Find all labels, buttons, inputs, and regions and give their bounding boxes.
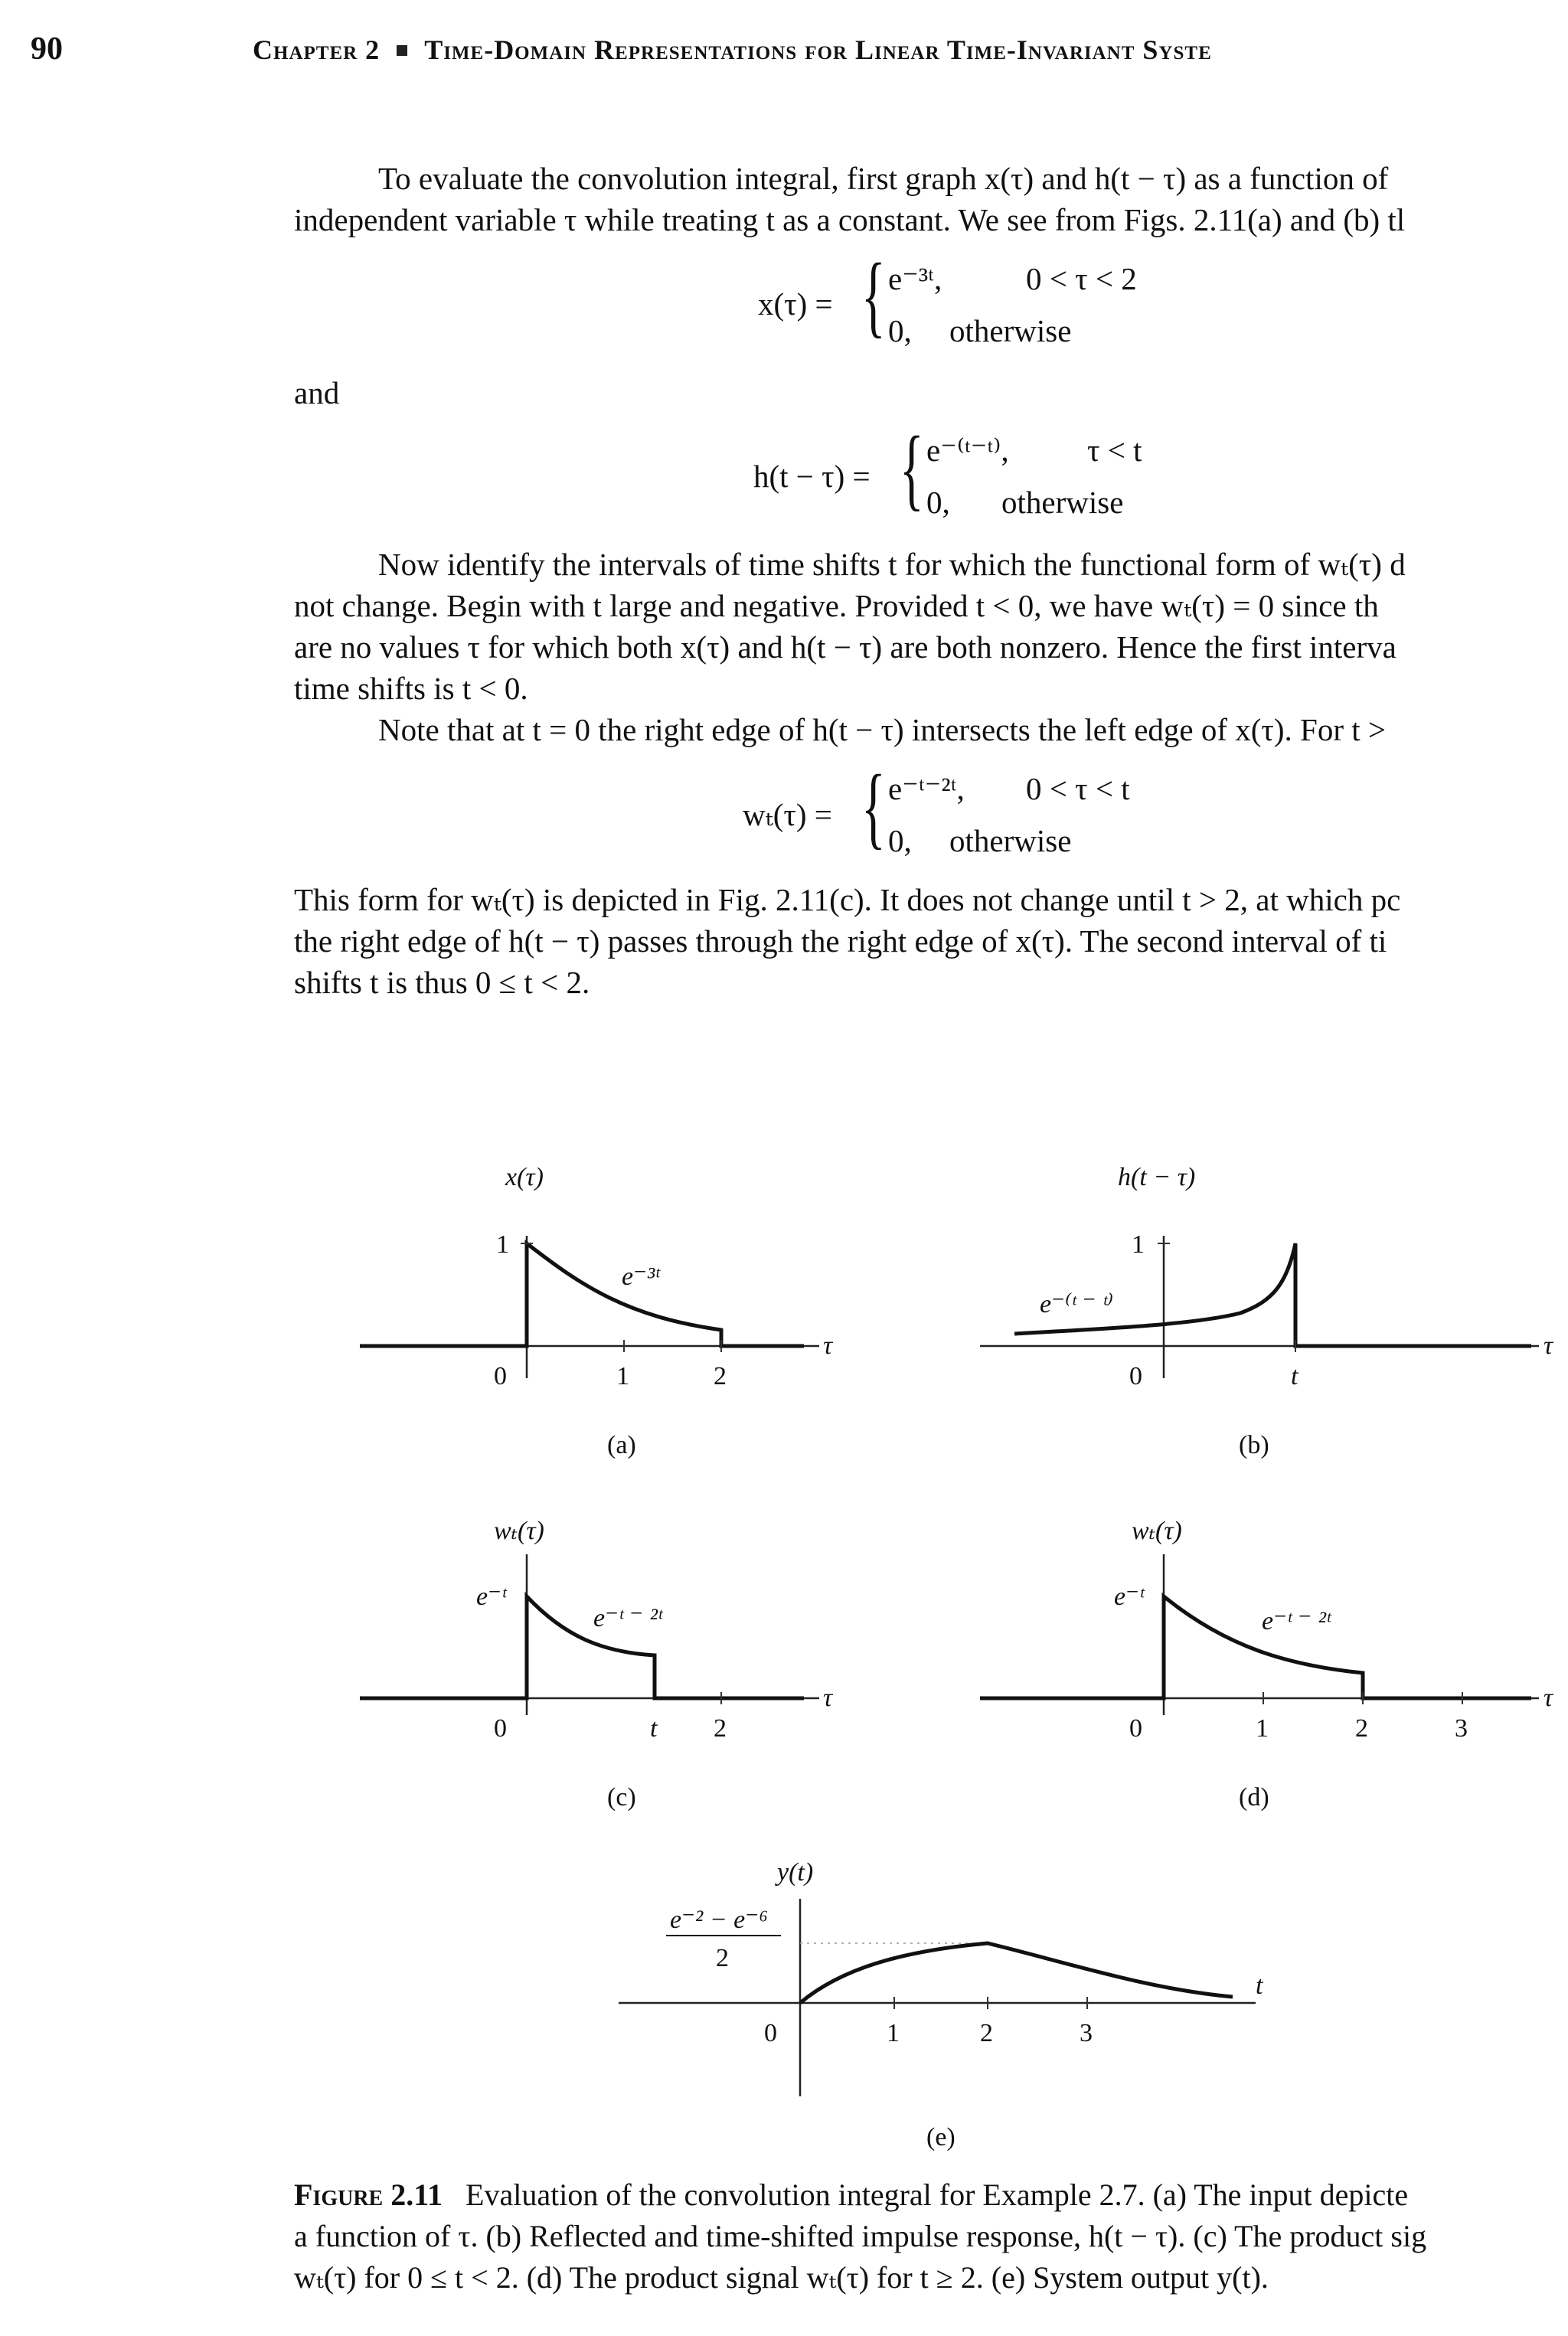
panel-e-xtick-1: 1 <box>887 2019 900 2047</box>
panel-c-xtick-t: t <box>650 1714 658 1743</box>
eq3-case1-cond: 0 < τ < t <box>1026 771 1130 806</box>
panel-a <box>360 1163 834 1459</box>
panel-e-ylabel: y(t) <box>777 1858 814 1887</box>
panel-c-xtick-0: 0 <box>494 1714 507 1743</box>
and-text: and <box>294 375 340 410</box>
eq3-case1: e⁻ᵗ⁻²ᵗ, <box>888 771 965 806</box>
panel-e-xtick-3: 3 <box>1080 2019 1093 2047</box>
eq1-lhs: x(τ) = <box>758 286 833 322</box>
caption-line-1-text: Evaluation of the convolution integral for Example 2.7. (a) The input depicte <box>466 2178 1409 2212</box>
panel-c-signal <box>360 1596 804 1698</box>
panel-d-curve-label: e⁻ᵗ ⁻ ²ᵗ <box>1262 1607 1331 1635</box>
eq3-brace: { <box>861 756 886 858</box>
panel-c-xtick-2: 2 <box>714 1714 727 1743</box>
chapter-title: Time-Domain Representations for Linear Time-Invariant Syste <box>424 34 1212 65</box>
panel-d-caption: (d) <box>1239 1783 1269 1812</box>
panel-d-ytick: e⁻ᵗ <box>1114 1583 1144 1611</box>
panel-b <box>980 1163 1554 1459</box>
panel-e-output-curve <box>800 1943 1233 2003</box>
paragraph-4-line-3: shifts t is thus 0 ≤ t < 2. <box>294 965 590 1000</box>
paragraph-4-line-1: This form for wₜ(τ) is depicted in Fig. 2.11(c). It does not change until t > 2, at which pc <box>294 882 1401 917</box>
panel-a-xtick-2: 2 <box>714 1362 727 1390</box>
panel-e-ytick-denominator: 2 <box>716 1944 729 1972</box>
paragraph-2-line-2: not change. Begin with t large and negative. Provided t < 0, we have wₜ(τ) = 0 since th <box>294 588 1379 623</box>
eq2-case1-cond: τ < t <box>1087 433 1142 468</box>
panel-e <box>619 1858 1264 2151</box>
paragraph-1-line-2: independent variable τ while treating t as a constant. We see from Figs. 2.11(a) and (b) tl <box>294 202 1406 237</box>
panel-a-xtick-0: 0 <box>494 1362 507 1390</box>
panel-e-xtick-0: 0 <box>764 2019 777 2047</box>
panel-b-ylabel: h(t − τ) <box>1118 1163 1196 1191</box>
eq1-case1-cond: 0 < τ < 2 <box>1026 261 1137 296</box>
paragraph-2-line-4: time shifts is t < 0. <box>294 671 528 706</box>
panel-c-curve-label: e⁻ᵗ ⁻ ²ᵗ <box>593 1604 662 1632</box>
caption-line-2: a function of τ. (b) Reflected and time-shifted impulse response, h(t − τ). (c) The product sig <box>294 2219 1427 2253</box>
eq1-case1: e⁻³ᵗ, <box>888 261 942 296</box>
panel-c-ytick: e⁻ᵗ <box>476 1583 506 1611</box>
paragraph-3-line-1: Note that at t = 0 the right edge of h(t − τ) intersects the left edge of x(τ). For t > <box>378 712 1387 747</box>
page-number: 90 <box>31 31 63 67</box>
eq3-case2-cond: otherwise <box>949 823 1072 858</box>
panel-c-ylabel: wₜ(τ) <box>494 1517 544 1545</box>
panel-a-curve-label: e⁻³ᵗ <box>622 1263 659 1291</box>
panel-d-signal <box>980 1596 1531 1698</box>
panel-b-xtick-t: t <box>1291 1362 1298 1390</box>
panel-d-ylabel: wₜ(τ) <box>1132 1517 1182 1545</box>
eq1-brace: { <box>861 244 886 346</box>
panel-e-xtick-2: 2 <box>980 2019 993 2047</box>
chapter-label: Chapter 2 <box>253 34 381 65</box>
panel-a-xaxis-label: τ <box>823 1331 833 1360</box>
panel-a-ylabel: x(τ) <box>505 1163 544 1191</box>
panel-e-caption: (e) <box>926 2123 956 2151</box>
eq2-case2-cond: otherwise <box>1001 485 1124 520</box>
panel-a-ytick: 1 <box>496 1230 509 1259</box>
panel-a-signal <box>360 1243 804 1346</box>
paragraph-2-line-1: Now identify the intervals of time shifts t for which the functional form of wₜ(τ) d <box>378 547 1406 582</box>
panel-c-xaxis-label: τ <box>823 1684 833 1712</box>
panel-c <box>360 1517 834 1812</box>
panel-d-xtick-0: 0 <box>1129 1714 1142 1743</box>
eq2-lhs: h(t − τ) = <box>753 459 871 494</box>
eq1-case2-cond: otherwise <box>949 313 1072 348</box>
eq2-case1: e⁻⁽ᵗ⁻ᵗ⁾, <box>926 433 1009 468</box>
panel-b-ytick: 1 <box>1132 1230 1145 1259</box>
eq3-lhs: wₜ(τ) = <box>743 797 832 832</box>
caption-line-3: wₜ(τ) for 0 ≤ t < 2. (d) The product signal wₜ(τ) for t ≥ 2. (e) System output y(t). <box>294 2260 1269 2295</box>
panel-b-caption: (b) <box>1239 1431 1269 1459</box>
panel-c-caption: (c) <box>607 1783 636 1812</box>
paragraph-1-line-1: To evaluate the convolution integral, first graph x(τ) and h(t − τ) as a function of <box>378 161 1389 196</box>
panel-d <box>980 1517 1554 1812</box>
panel-a-caption: (a) <box>607 1431 636 1459</box>
caption-label: Figure 2.11 <box>294 2178 443 2212</box>
eq2-case2: 0, <box>926 485 950 520</box>
panel-b-xaxis-label: τ <box>1544 1331 1553 1360</box>
figure-caption <box>294 2174 1426 2298</box>
panel-d-xaxis-label: τ <box>1544 1684 1553 1712</box>
caption-line-1 <box>294 2174 1426 2216</box>
panel-d-xtick-2: 2 <box>1355 1714 1368 1743</box>
eq1-case2: 0, <box>888 313 912 348</box>
paragraph-4-line-2: the right edge of h(t − τ) passes through the right edge of x(τ). The second interval of ti <box>294 923 1387 959</box>
panel-d-xtick-3: 3 <box>1455 1714 1468 1743</box>
panel-b-xtick-0: 0 <box>1129 1362 1142 1390</box>
panel-a-xtick-1: 1 <box>616 1362 629 1390</box>
eq3-case2: 0, <box>888 823 912 858</box>
panel-b-curve-label: e⁻⁽ᵗ ⁻ ᵗ⁾ <box>1040 1290 1114 1318</box>
panel-e-xaxis-label: t <box>1256 1972 1263 2000</box>
paragraph-2-line-3: are no values τ for which both x(τ) and h(t − τ) are both nonzero. Hence the first interva <box>294 629 1396 665</box>
panel-d-xtick-1: 1 <box>1256 1714 1269 1743</box>
panel-e-ytick-numerator: e⁻² − e⁻⁶ <box>670 1906 769 1934</box>
eq2-brace: { <box>900 417 924 519</box>
